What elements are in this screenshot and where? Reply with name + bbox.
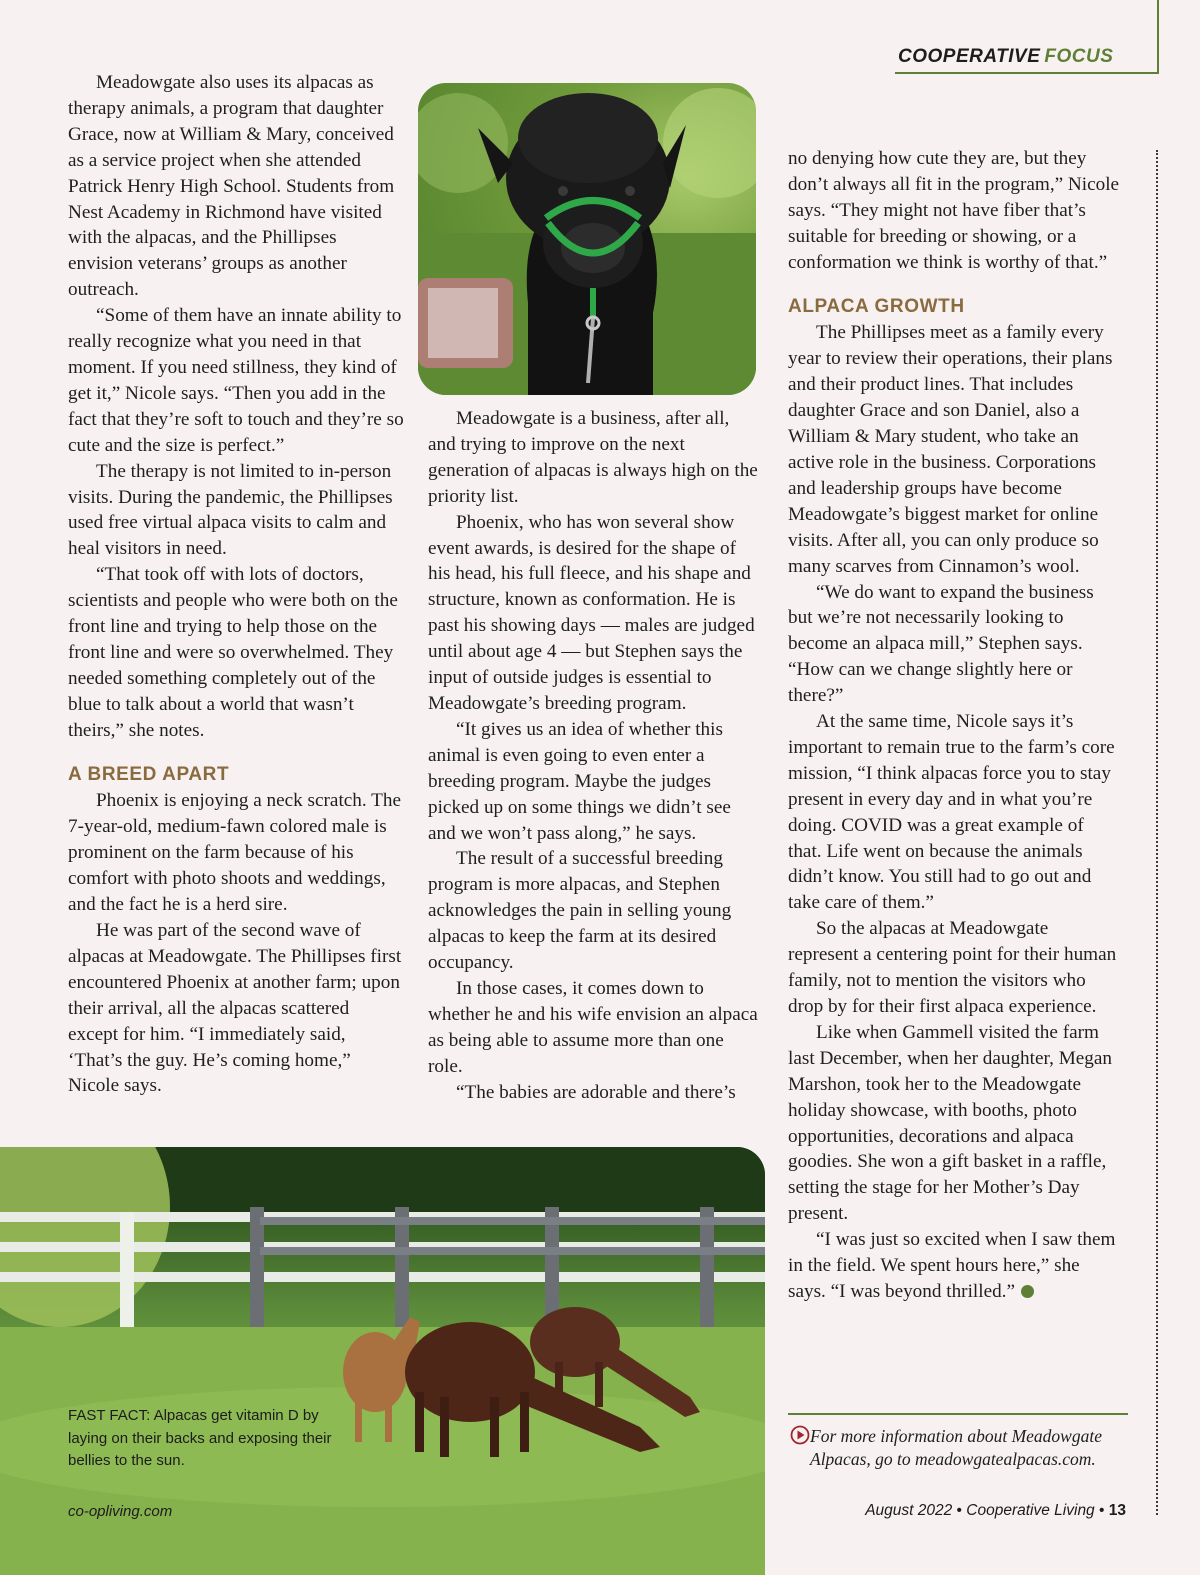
margin-dotted-line (1156, 150, 1158, 1515)
section-label-primary: COOPERATIVE (898, 46, 1041, 67)
paragraph: So the alpacas at Meadowgate represent a centering point for their human family, not to mention the visitors who drop by for their first alpaca experience. (788, 918, 1117, 1017)
section-label-accent: FOCUS (1044, 46, 1114, 67)
alpaca-portrait-illustration (418, 83, 756, 395)
paragraph-final (788, 1227, 1122, 1305)
footer-issue-date: August 2022 (865, 1502, 953, 1519)
paragraph: “Some of them have an innate ability to really recognize what you need in that moment. If you need stillness, they kind of get it,” Nicole says. “Then you add in the fact that they’re soft to touch and they’re so cute and the size is perfect.” (68, 305, 404, 456)
paragraph: Phoenix, who has won several show event awards, is desired for the shape of his head, his full fleece, and his shape and structure, known as conformation. He is past his showing days — males are judged until about age 4 — but Stephen says the input of outside judges is essential to Meadowgate’s breeding program. (428, 511, 755, 714)
paragraph: “It gives us an idea of whether this animal is even going to even enter a breeding program. Maybe the judges picked up on some things we didn’t see and we won’t pass along,” he says. (428, 718, 731, 844)
paragraph: “The babies are adorable and there’s (456, 1081, 736, 1103)
header-vertical-rule (1157, 0, 1159, 74)
end-mark-icon (1021, 1285, 1034, 1298)
subheading: ALPACA GROWTH (788, 295, 965, 317)
article-column-2 (428, 406, 760, 1105)
footer-bullet: • (1099, 1502, 1105, 1519)
paragraph: In those cases, it comes down to whether he and his wife envision an alpaca as being able to assume more than one role. (428, 977, 758, 1077)
photo-caption: FAST FACT: Alpacas get vitamin D by laying on their backs and exposing their bellies to the sun. (68, 1407, 332, 1469)
paragraph: The result of a successful breeding program is more alpacas, and Stephen acknowledges the pain in selling young alpacas to keep the farm at its desired occupancy. (428, 848, 732, 974)
paragraph: Meadowgate is a business, after all, and trying to improve on the next generation of alpacas is always high on the priority list. (428, 408, 758, 507)
section-label (898, 46, 1113, 68)
paragraph: “That took off with lots of doctors, scientists and people who were both on the front line and trying to help those on the front line and were so overwhelmed. They needed something completely out of the blue to talk about a world that wasn’t theirs,” she notes. (68, 564, 398, 741)
footer-magazine-name: Cooperative Living (966, 1502, 1095, 1519)
page-number: 13 (1108, 1502, 1126, 1519)
final-paragraph-text: “I was just so excited when I saw them in the field. We spent hours here,” she says. “I was beyond thrilled.” (788, 1229, 1116, 1302)
paragraph: “We do want to expand the business but we’re not necessarily looking to become an alpaca mill,” Stephen says. “How can we change slightly here or there?” (788, 581, 1094, 707)
more-info-rule (788, 1413, 1128, 1415)
footer-issue-info (865, 1502, 1126, 1520)
paragraph: He was part of the second wave of alpacas at Meadowgate. The Phillipses first encountered Phoenix at another farm; upon their arrival, all the alpacas scattered except for him. “I immediately said, ‘That’s the guy. He’s coming home,” Nicole says. (68, 920, 402, 1097)
paragraph: The Phillipses meet as a family every year to review their operations, their plans and their product lines. That includes daughter Grace and son Daniel, also a William & Mary student, who take an active role in the business. Corporations and leadership groups have become Meadowgate’s biggest market for online visits. After all, you can only produce so many scarves from Cinnamon’s wool. (788, 322, 1113, 577)
article-column-1 (68, 70, 404, 1099)
paragraph: The therapy is not limited to in-person visits. During the pandemic, the Phillipses used free virtual alpaca visits to calm and heal visitors in need. (68, 460, 393, 560)
paragraph: Like when Gammell visited the farm last December, when her daughter, Megan Marshon, took her to the Meadowgate holiday showcase, with booths, photo opportunities, decorations and alpaca goodies. She won a gift basket in a raffle, setting the stage for her Mother’s Day present. (788, 1021, 1112, 1225)
article-column-3 (788, 146, 1122, 1305)
paragraph: At the same time, Nicole says it’s important to remain true to the farm’s core mission, “I think alpacas force you to stay present in every day and in what you’re doing. COVID was a great example of that. Life went on because the animals didn’t know. You still had to go out and take care of them.” (788, 711, 1115, 914)
more-info-text[interactable]: For more information about Meadowgate Alpacas, go to meadowgatealpacas.com. (810, 1426, 1102, 1469)
header-rule (895, 72, 1158, 74)
subheading: A BREED APART (68, 763, 230, 785)
paragraph: no denying how cute they are, but they don’t always all fit in the program,” Nicole says. “They might not have fiber that’s suitable for breeding or showing, or a conformation we think is worthy of that.” (788, 148, 1120, 273)
play-arrow-icon (790, 1425, 810, 1445)
paragraph: Phoenix is enjoying a neck scratch. The 7-year-old, medium-fawn colored male is prominent on the farm because of his comfort with photo shoots and weddings, and the fact he is a herd sire. (68, 790, 401, 916)
more-info-note (790, 1425, 1130, 1471)
paragraph: Meadowgate also uses its alpacas as therapy animals, a program that daughter Grace, now at William & Mary, conceived as a service project when she attended Patrick Henry High School. Students from Nest Academy in Richmond have visited with the alpacas, and the Phillipses envision veterans’ groups as another outreach. (68, 72, 395, 301)
footer-website[interactable]: co-opliving.com (68, 1503, 173, 1520)
alpaca-portrait-photo (418, 83, 756, 395)
footer-bullet: • (956, 1502, 962, 1519)
